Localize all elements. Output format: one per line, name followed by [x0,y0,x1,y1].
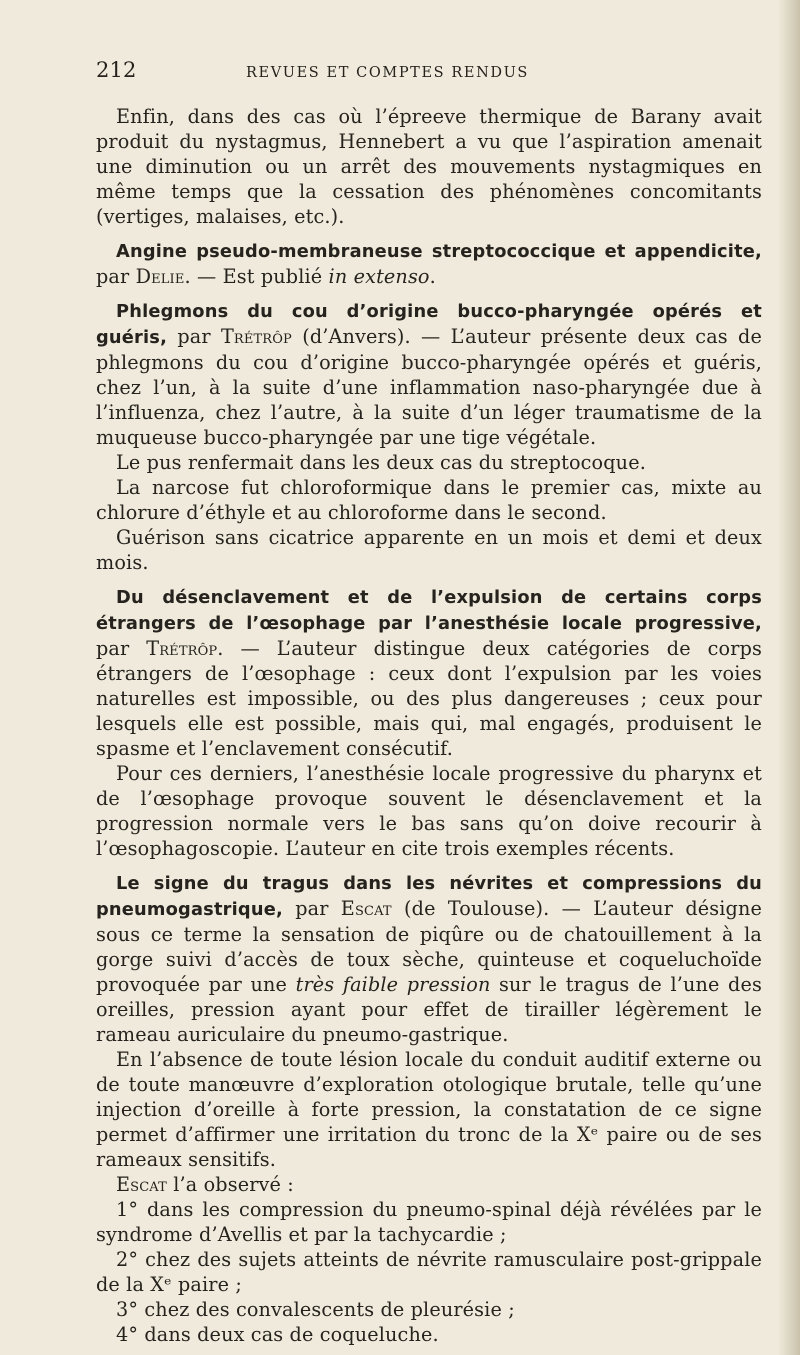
author-name: Escat [116,1173,167,1196]
paragraph: Pour ces derniers, l’anesthésie locale progressive du pharynx et de l’œsophage provoque souvent le désenclavement et la progression normale vers le bas sans qu’on doive recourir à l’œsophagoscopie. L’auteur en cite trois exemples récents. [96,762,762,860]
section-heading: Phlegmons du cou d’origine bucco-pharyngée opérés et guéris, [96,301,762,348]
paragraph: Le pus renfermait dans les deux cas du streptocoque. [116,451,646,474]
list-item: 3° chez des convalescents de pleurésie ; [116,1298,515,1321]
section-angine: Angine pseudo-membraneuse streptococcique et appendicite, par Delie. — Est publié in extenso. [96,241,762,288]
intro-paragraph: Enfin, dans des cas où l’épreeve thermique de Barany avait produit du nystagmus, Hennebert a vu que l’aspiration amenait une diminution ou un arrêt des mouvements nystagmiques en même temps que la cessation des phénomènes concomitants (vertiges, malaises, etc.). [96,105,762,228]
paragraph: En l’absence de toute lésion locale du conduit auditif externe ou de toute manœuvre d’exploration otologique brutale, telle qu’une injection d’oreille à forte pression, la constatation de ce signe permet d’affirmer une irritation du tronc de la Xᵉ paire ou de ses rameaux sensitifs. [96,1048,762,1171]
section-phlegmons: Phlegmons du cou d’origine bucco-pharyngée opérés et guéris, par Trétrôp (d’Anvers). — L’auteur présente deux cas de phlegmons du cou d’origine bucco-pharyngée opérés et guéris, chez l’un, à la suite d’une inflammation naso-pharyngée due à l’influenza, chez l’autre, à la suite d’un léger traumatisme de la muqueuse bucco-pharyngée par une tige végétale. [96,301,762,449]
running-title: REVUES ET COMPTES RENDUS [246,65,529,81]
section-heading: Le signe du tragus dans les névrites et compressions du pneumogastrique, [96,873,762,920]
section-heading: Du désenclavement et de l’expulsion de certains corps étrangers de l’œsophage par l’anesthésie locale progressive, [96,587,762,634]
page-edge-shadow [778,0,800,1355]
paragraph: Escat l’a observé : [116,1173,294,1196]
page-number: 212 [96,58,137,82]
section-tragus: Le signe du tragus dans les névrites et compressions du pneumogastrique, par Escat (de Toulouse). — L’auteur désigne sous ce terme la sensation de piqûre ou de chatouillement à la gorge suivi d’accès de toux sèche, quinteuse et coqueluchoïde provoquée par une très faible pression sur le tragus de l’une des oreilles, pression ayant pour effet de tirailler légèrement le rameau auriculaire du pneumo-gastrique. [96,873,763,1046]
list-item: 1° dans les compression du pneumo-spinal déjà révélées par le syndrome d’Avellis et par la tachycardie ; [96,1198,762,1246]
list-item: 2° chez des sujets atteints de névrite ramusculaire post-grippale de la Xᵉ paire ; [96,1248,762,1296]
paragraph: Guérison sans cicatrice apparente en un mois et demi et deux mois. [96,526,762,574]
author-name: Delie [135,265,185,288]
section-oesophage: Du désenclavement et de l’expulsion de certains corps étrangers de l’œsophage par l’anesthésie locale progressive, par Trétrôp. — L’auteur distingue deux catégories de corps étrangers de l’œsophage : ceux dont l’expulsion par les voies naturelles est impossible, ou des plus dangereuses ; ceux pour lesquels elle est possible, mais qui, mal engagés, produisent le spasme et l’enclavement consécutif. [96,587,762,760]
italic-text: très faible pression [295,973,491,996]
list-item: 4° dans deux cas de coqueluche. [116,1323,439,1346]
section-heading: Angine pseudo-membraneuse streptococcique et appendicite, [116,241,762,262]
italic-text: in extenso [328,265,430,288]
author-name: Trétrôp [146,637,218,660]
book-page [96,58,762,1347]
paragraph: La narcose fut chloroformique dans le premier cas, mixte au chlorure d’éthyle et au chloroforme dans le second. [96,476,762,524]
author-name: Trétrôp [220,325,292,348]
author-name: Escat [340,897,392,920]
running-head [96,58,762,86]
